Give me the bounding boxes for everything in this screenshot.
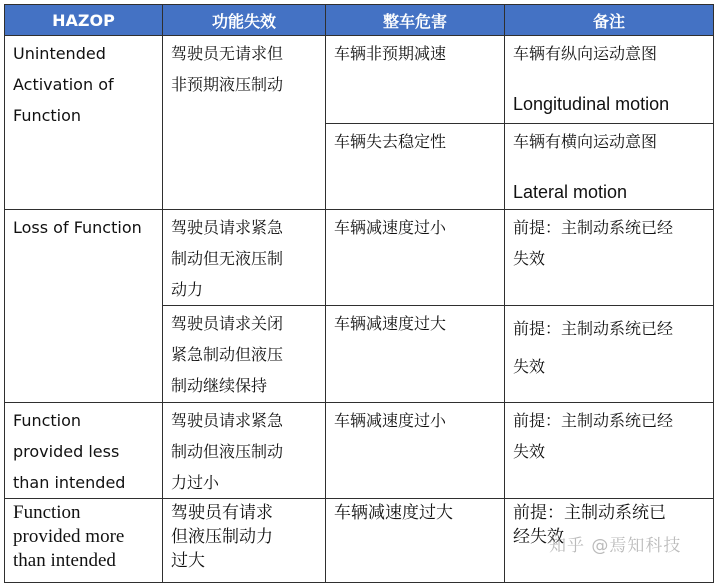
header-row bbox=[5, 5, 714, 36]
remark-line: 失效 bbox=[513, 442, 546, 461]
remark-line: 前提：主制动系统已 bbox=[513, 503, 666, 523]
hazard-cell: 车辆减速度过小 bbox=[326, 210, 505, 306]
remark-cell bbox=[505, 124, 714, 210]
failure-cell bbox=[163, 403, 326, 499]
remark-line: 失效 bbox=[513, 249, 546, 268]
failure-line: 驾驶员请求关闭 bbox=[171, 314, 284, 333]
hazop-line: provided more bbox=[13, 526, 125, 547]
watermark: 知乎 @焉知科技 bbox=[549, 536, 682, 556]
hazop-line: provided less bbox=[13, 442, 120, 461]
remark-cell bbox=[505, 306, 714, 403]
hazard-cell: 车辆减速度过小 bbox=[326, 403, 505, 499]
remark-cell bbox=[505, 36, 714, 124]
hazop-cell bbox=[5, 36, 163, 210]
hazop-line: Activation of bbox=[13, 75, 114, 94]
header-hazop: HAZOP bbox=[5, 5, 163, 36]
failure-line: 驾驶员请求紧急 bbox=[171, 218, 284, 237]
hazop-line: Function bbox=[13, 106, 82, 125]
header-hazard: 整车危害 bbox=[326, 5, 505, 36]
failure-line: 制动但无液压制 bbox=[171, 249, 284, 268]
hazop-line: Unintended bbox=[13, 44, 106, 63]
failure-line: 制动继续保持 bbox=[171, 376, 268, 395]
failure-cell bbox=[163, 306, 326, 403]
hazard-cell: 车辆失去稳定性 bbox=[326, 124, 505, 210]
failure-cell bbox=[163, 36, 326, 210]
hazop-line: Function bbox=[13, 411, 82, 430]
failure-line: 驾驶员请求紧急 bbox=[171, 411, 284, 430]
table-row bbox=[5, 36, 714, 124]
failure-line: 过大 bbox=[171, 551, 205, 571]
failure-line: 动力 bbox=[171, 280, 204, 299]
failure-line: 紧急制动但液压 bbox=[171, 345, 284, 364]
remark-line: 失效 bbox=[513, 357, 546, 376]
failure-line: 制动但液压制动 bbox=[171, 442, 284, 461]
remark-line: 前提：主制动系统已经 bbox=[513, 411, 674, 430]
remark-line: 前提：主制动系统已经 bbox=[513, 218, 674, 237]
hazop-table bbox=[4, 4, 714, 583]
failure-line: 驾驶员有请求 bbox=[171, 503, 273, 523]
hazard-cell: 车辆减速度过大 bbox=[326, 306, 505, 403]
failure-line: 力过小 bbox=[171, 473, 220, 492]
header-failure: 功能失效 bbox=[163, 5, 326, 36]
remark-cell bbox=[505, 499, 714, 583]
header-remark: 备注 bbox=[505, 5, 714, 36]
hazop-line: Function bbox=[13, 502, 81, 523]
hazop-cell bbox=[5, 210, 163, 403]
hazop-line: than intended bbox=[13, 473, 126, 492]
remark-line-en: Lateral motion bbox=[513, 182, 628, 202]
table-row bbox=[5, 499, 714, 583]
hazop-cell bbox=[5, 499, 163, 583]
hazop-cell bbox=[5, 403, 163, 499]
remark-line: 车辆有纵向运动意图 bbox=[513, 44, 658, 63]
hazop-line: Loss of Function bbox=[13, 218, 142, 237]
remark-line: 经失效 bbox=[513, 527, 564, 547]
hazard-cell: 车辆非预期减速 bbox=[326, 36, 505, 124]
remark-line: 车辆有横向运动意图 bbox=[513, 132, 658, 151]
failure-cell bbox=[163, 210, 326, 306]
failure-line: 驾驶员无请求但 bbox=[171, 44, 284, 63]
remark-line: 前提：主制动系统已经 bbox=[513, 319, 674, 338]
table-row bbox=[5, 403, 714, 499]
remark-cell bbox=[505, 210, 714, 306]
failure-line: 但液压制动力 bbox=[171, 527, 273, 547]
remark-line-en: Longitudinal motion bbox=[513, 94, 670, 114]
failure-line: 非预期液压制动 bbox=[171, 75, 284, 94]
remark-cell bbox=[505, 403, 714, 499]
hazard-cell: 车辆减速度过大 bbox=[326, 499, 505, 583]
hazop-line: than intended bbox=[13, 550, 116, 571]
failure-cell bbox=[163, 499, 326, 583]
table-row bbox=[5, 210, 714, 306]
